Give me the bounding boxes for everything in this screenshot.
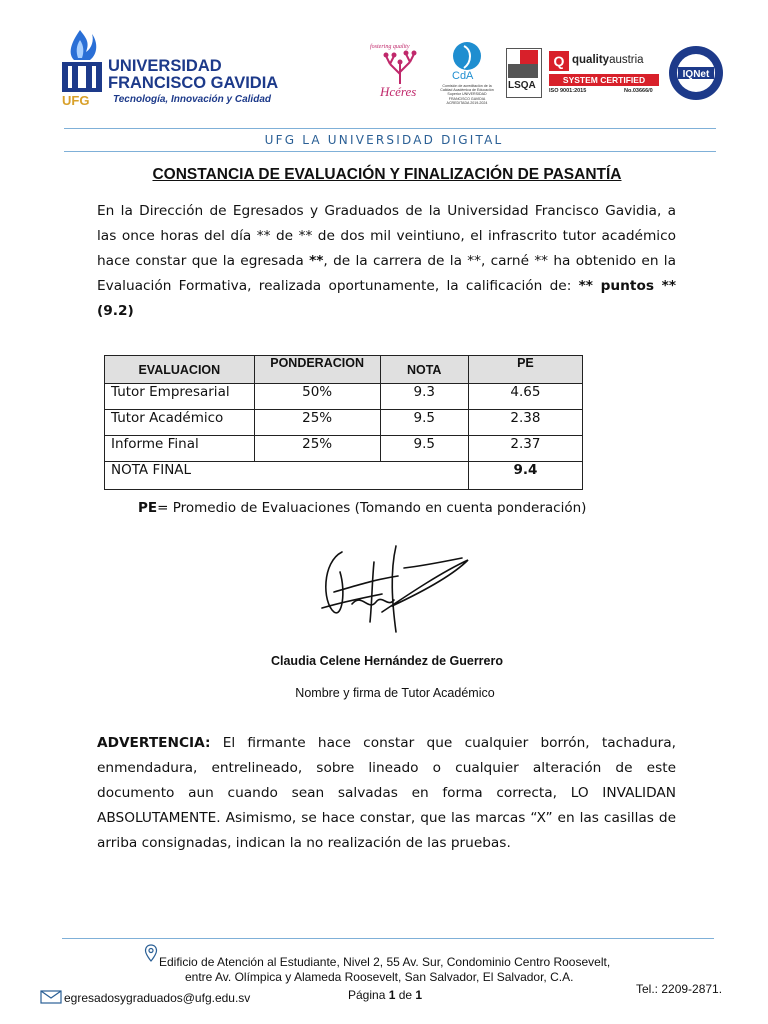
hceres-tagline: fostering quality [370,44,410,50]
mail-icon [40,990,62,1004]
table-header-row [105,356,583,384]
cell-ponderacion: 50% [254,384,380,410]
lsqa-red-block [520,50,538,64]
university-slogan: Tecnología, Innovación y Calidad [113,94,271,105]
document-title: CONSTANCIA DE EVALUACIÓN Y FINALIZACIÓN DE PASANTÍA [152,166,622,183]
footer-rule [62,938,714,939]
cell-evaluacion: Tutor Empresarial [105,384,255,410]
system-certified-banner: SYSTEM CERTIFIED [549,74,659,86]
header-ponderacion: PONDERACION [254,356,380,384]
cell-evaluacion: Tutor Académico [105,410,255,436]
cell-ponderacion: 25% [254,410,380,436]
iso-label: ISO 9001:2015 [549,88,587,94]
banner-bottom-rule [64,151,716,152]
hceres-name: Hcéres [380,84,417,99]
footer-telephone: Tel.: 2209-2871. [636,982,723,996]
final-value: 9.4 [468,462,582,490]
final-row [105,462,583,490]
cell-nota: 9.5 [380,410,468,436]
qualityaustria-brand: qualityaustria [572,54,644,66]
cell-pe: 2.38 [468,410,582,436]
location-pin-icon [144,944,158,962]
header-pe: PE [468,356,582,384]
ufg-initials: UFG [62,93,90,108]
cell-pe: 4.65 [468,384,582,410]
cell-pe: 2.37 [468,436,582,462]
table-row [105,384,583,410]
cert-number: No.03666/0 [624,88,653,94]
footer-address-line1: Edificio de Atención al Estudiante, Nivel 2, 55 Av. Sur, Condominio Centro Roosevelt, [159,955,611,969]
lsqa-grey-block [508,64,538,78]
digital-banner: UFG LA UNIVERSIDAD DIGITAL [264,133,504,147]
cda-name: CdA [452,70,474,82]
signer-role: Nombre y firma de Tutor Académico [295,686,495,700]
cell-nota: 9.5 [380,436,468,462]
table-row [105,436,583,462]
warning-paragraph: ADVERTENCIA: El firmante hace constar que cualquier borrón, tachadura, enmendadura, entrelineado, sobre lineado o cualquier alteración de este documento aun cuando sean salvadas en forma correcta, LO INVALIDAN ABSOLUTAMENTE. Asimismo, se hace constar, que las marcas “X” en las casillas de arriba consignadas, indican la no realización de las pruebas. [97,735,676,851]
grades-table [104,355,583,490]
signature-image [312,532,472,640]
header-evaluacion: EVALUACION [105,356,255,384]
university-name: UNIVERSIDAD FRANCISCO GAVIDIA [108,57,279,92]
cell-evaluacion: Informe Final [105,436,255,462]
cda-small-text: Comisión de acreditación de la Calidad Académica de Educación Superior UNIVERSIDAD FRANCISCO GAVIDIA ACREDITADA 2019-2024 [440,84,494,105]
iqnet-label: IQNet [682,69,710,80]
signer-name: Claudia Celene Hernández de Guerrero [270,654,503,668]
banner-top-rule [64,128,716,129]
table-row [105,410,583,436]
footer-address-line2: entre Av. Olímpica y Alameda Roosevelt, San Salvador, El Salvador, C.A. [185,970,574,984]
iqnet-seal-icon [667,44,725,102]
lsqa-name: LSQA [508,80,536,91]
pe-note: PE= Promedio de Evaluaciones (Tomando en cuenta ponderación) [138,500,587,516]
footer-email: egresadosygraduados@ufg.edu.sv [64,991,251,1005]
qualityaustria-q-icon: Q [549,51,569,71]
cell-nota: 9.3 [380,384,468,410]
page-number: Página 1 de 1 [348,988,423,1002]
intro-paragraph: En la Dirección de Egresados y Graduados de la Universidad Francisco Gavidia, a las once horas del día ** de ** de dos mil veintiuno, el infrascrito tutor académico hace constar que la egresada **, de la carrera de la **, carné ** ha obtenido en la Evaluación Formativa, realizada oportunamente, la calificación de: ** puntos ** (9.2) [97,203,676,319]
cell-ponderacion: 25% [254,436,380,462]
final-label: NOTA FINAL [105,462,469,490]
header-nota: NOTA [380,356,468,384]
